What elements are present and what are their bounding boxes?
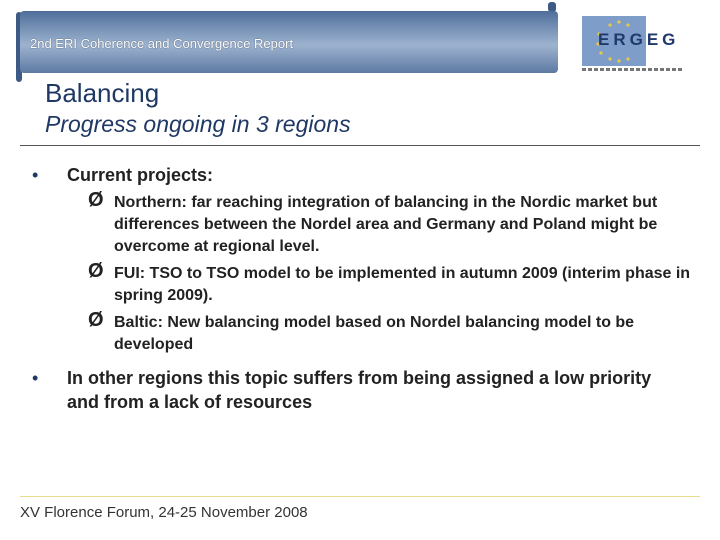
arrow-bullet-icon: Ø [88,260,104,282]
slide-content [0,163,720,414]
bullet-item [0,366,680,414]
arrow-bullet-icon: Ø [88,309,104,331]
bullet-text: In other regions this topic suffers from being assigned a low priority and from a lack of resources [67,368,652,412]
title-divider [20,145,700,146]
sub-bullet-item [0,309,706,356]
logo-text: ERGEG [598,30,680,49]
sub-bullet-item [0,189,706,258]
bullet-text: Current projects: [67,165,214,185]
logo-tagline [582,68,682,71]
slide-subtitle: Progress ongoing in 3 regions [45,111,351,137]
bullet-icon: • [32,165,39,185]
banner-text: 2nd ERI Coherence and Convergence Report [30,36,294,51]
sub-bullet-text: FUI: TSO to TSO model to be implemented in autumn 2009 (interim phase in spring 2009). [114,265,691,304]
footer-divider [20,496,700,497]
bullet-item [0,163,700,187]
sub-bullet-text: Baltic: New balancing model based on Nordel balancing model to be developed [114,314,635,353]
sub-bullet-text: Northern: far reaching integration of balancing in the Nordic market but differences between the Nordel area and Germany and Poland might be overcome at regional level. [114,194,658,255]
slide-title: Balancing [45,78,160,108]
bullet-icon: • [32,368,39,388]
sub-bullet-item [0,260,706,307]
arrow-bullet-icon: Ø [88,189,104,211]
footer-text: XV Florence Forum, 24-25 November 2008 [20,504,308,521]
